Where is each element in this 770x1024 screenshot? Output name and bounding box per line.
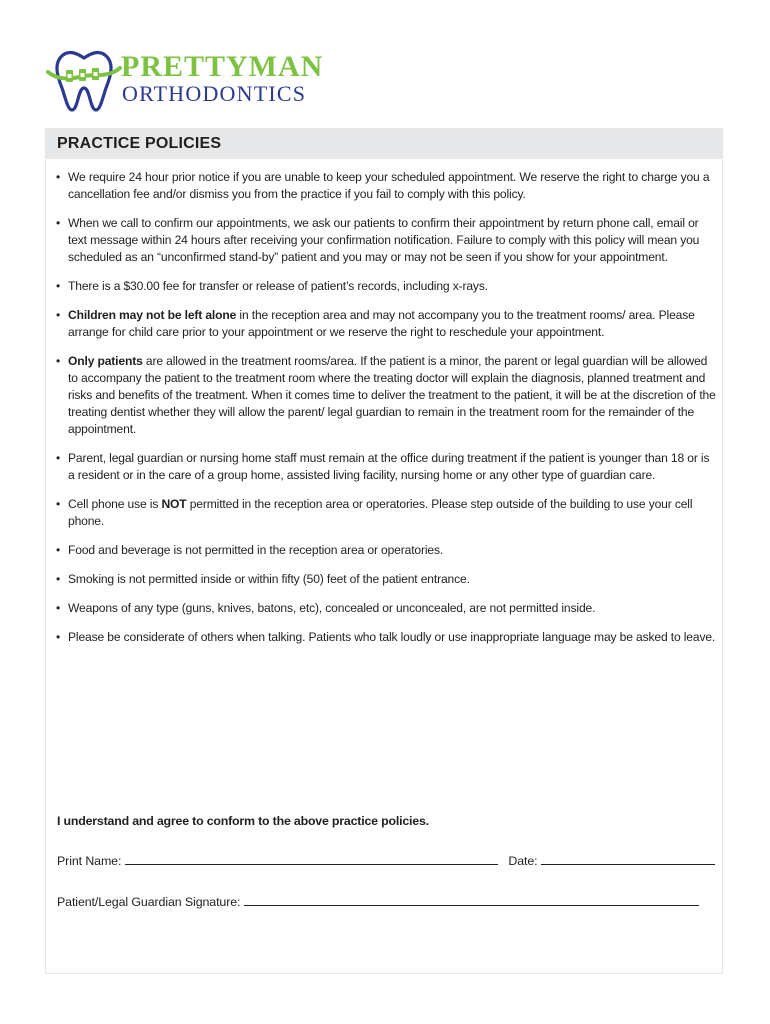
print-name-row [57,853,715,869]
policy-text: Cell phone use is [68,497,162,511]
print-name-label: Print Name: [57,854,122,868]
policy-text: permitted in the reception area or operatories. Please step outside of the building to use your cell phone. [68,497,693,528]
practice-logo [46,48,324,114]
logo-subtitle: ORTHODONTICS [122,81,307,106]
date-field[interactable] [541,853,715,865]
policy-emphasis: Children may not be left alone [68,308,237,322]
policy-text: When we call to confirm our appointments, we ask our patients to confirm their appointment by return phone call, email or text message within 24 hours after receiving your confirmation notification. Failure to comply with this policy will mean you scheduled as an “unconfirmed stand-by” patient and you may or may not be seen if you show for your appointment. [68,216,700,264]
policy-text: We require 24 hour prior notice if you are unable to keep your scheduled appointment. We reserve the right to charge you a cancellation fee and/or dismiss you from the practice if you fail to comply with this policy. [68,170,710,201]
policy-item [56,307,716,341]
signature-field[interactable] [244,894,699,906]
date-label: Date: [508,854,538,868]
policy-item [56,169,716,203]
policy-text: There is a $30.00 fee for transfer or release of patient’s records, including x-rays. [68,279,488,293]
policy-item [56,571,716,588]
policy-text: are allowed in the treatment rooms/area. If the patient is a minor, the parent or legal guardian will be allowed to accompany the patient to the treatment room where the treating doctor will explain the diagnosis, planned treatment and risks and benefits of the treatment. When it comes time to deliver the treatment to the patient, it will be at the discretion of the treating dentist whether they will allow the parent/ legal guardian to remain in the treatment room for the remainder of the appointment. [68,354,716,436]
policy-item [56,353,716,438]
policy-item [56,600,716,617]
agreement-statement: I understand and agree to conform to the above practice policies. [57,814,429,828]
page-title: PRACTICE POLICIES [57,135,222,152]
policy-text: Please be considerate of others when talking. Patients who talk loudly or use inappropriate language may be asked to leave. [68,630,716,644]
policy-item [56,278,716,295]
policy-text: Food and beverage is not permitted in the reception area or operatories. [68,543,444,557]
policy-item [56,629,716,646]
policy-text: Smoking is not permitted inside or within fifty (50) feet of the patient entrance. [68,572,470,586]
policy-item [56,496,716,530]
policy-emphasis: Only patients [68,354,143,368]
print-name-field[interactable] [125,853,498,865]
policy-text: Parent, legal guardian or nursing home staff must remain at the office during treatment if the patient is younger than 18 or is a resident or in the care of a group home, assisted living facility, nursing home or any other type of guardian care. [68,451,710,482]
tooth-braces-icon [46,48,122,114]
policy-item [56,450,716,484]
policy-item [56,215,716,266]
policy-item [56,542,716,559]
policy-text: in the reception area and may not accompany you to the treatment rooms/ area. Please arrange for child care prior to your appointment or we reserve the right to reschedule your appointment. [68,308,695,339]
signature-row [57,894,699,910]
policy-list [56,169,716,658]
signature-label: Patient/Legal Guardian Signature: [57,895,241,909]
logo-name: PRETTYMAN [121,50,324,83]
policy-emphasis: NOT [161,497,187,511]
section-header [46,129,722,159]
policy-text: Weapons of any type (guns, knives, batons, etc), concealed or unconcealed, are not permitted inside. [68,601,596,615]
